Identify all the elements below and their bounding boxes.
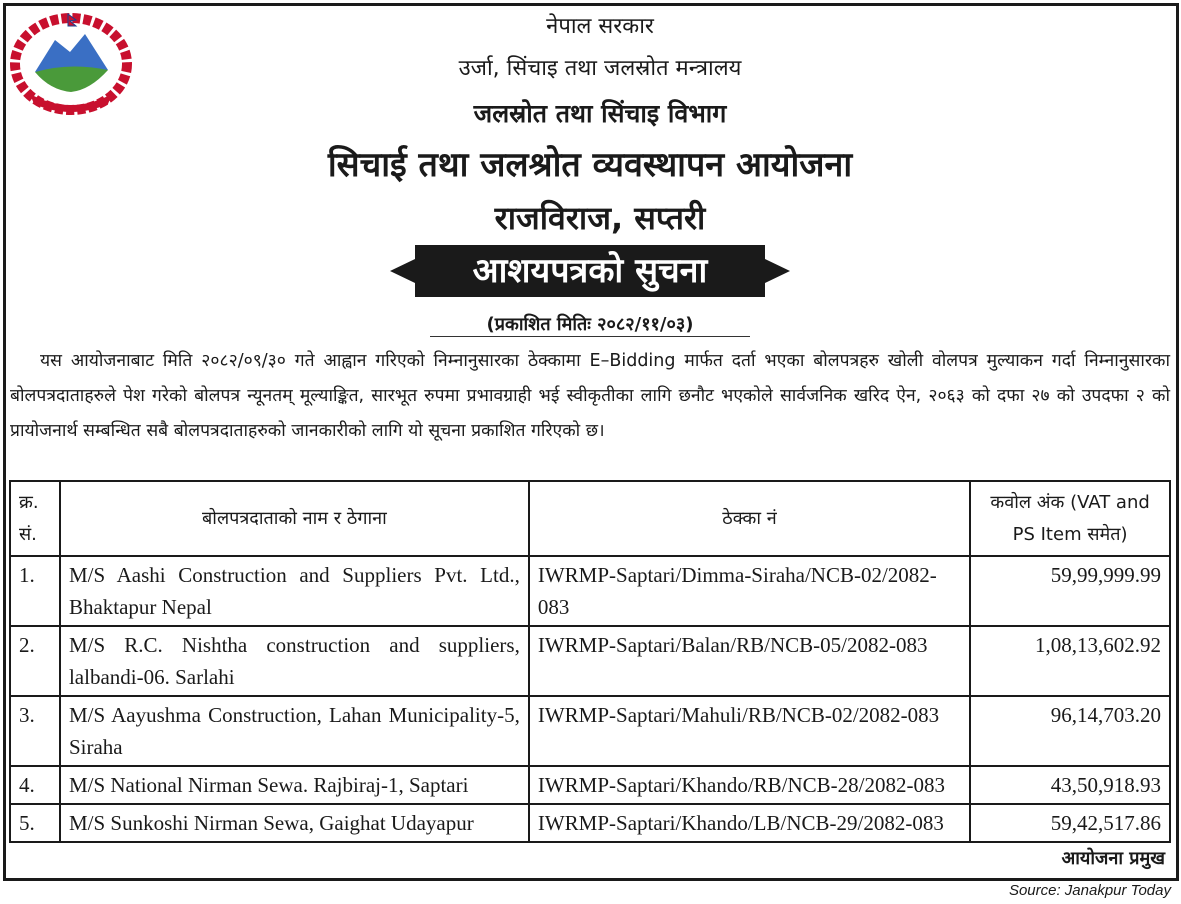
table-row bbox=[10, 696, 1170, 766]
project-name: सिचाई तथा जलश्रोत व्यवस्थापन आयोजना bbox=[327, 145, 853, 185]
bidder-cell: M/S Sunkoshi Nirman Sewa, Gaighat Udayapur bbox=[60, 804, 529, 842]
contract-cell: IWRMP-Saptari/Balan/RB/NCB-05/2082-083 bbox=[529, 626, 970, 696]
nepal-government-emblem bbox=[10, 12, 132, 116]
table-row bbox=[10, 766, 1170, 804]
amount-cell: 1,08,13,602.92 bbox=[970, 626, 1170, 696]
contract-cell: IWRMP-Saptari/Mahuli/RB/NCB-02/2082-083 bbox=[529, 696, 970, 766]
serial-cell: 4. bbox=[10, 766, 60, 804]
bidder-cell: M/S Aashi Construction and Suppliers Pvt. Ltd., Bhaktapur Nepal bbox=[60, 556, 529, 626]
notice-paragraph: यस आयोजनाबाट मिति २०८२/०९/३० गते आह्वान गरिएको निम्नानुसारका ठेक्कामा E–Bidding मार्फत दर्ता भएका बोलपत्रहरु खोली वोलपत्र मुल्याकन गर्दा निम्नानुसारका बोलपत्रदाताहरुले पेश गरेको बोलपत्र न्यूनतम् मूल्याङ्कित, सारभूत रुपमा प्रभावग्राही भई स्वीकृतीका लागि छनौट भएकोले सार्वजनिक खरिद ऐन, २०६३ को दफा २७ को उपदफा २ को प्रायोजनार्थ सम्बन्धित सबै बोलपत्रदाताहरुको जानकारीको लागि यो सूचना प्रकाशित गरिएको छ। bbox=[10, 351, 1170, 441]
amount-cell: 59,99,999.99 bbox=[970, 556, 1170, 626]
table-row bbox=[10, 626, 1170, 696]
serial-cell: 1. bbox=[10, 556, 60, 626]
published-date: (प्रकाशित मितिः २०८२/११/०३) bbox=[430, 312, 750, 337]
table-row bbox=[10, 556, 1170, 626]
header-contract: ठेक्का नं bbox=[529, 481, 970, 556]
contract-cell: IWRMP-Saptari/Khando/RB/NCB-28/2082-083 bbox=[529, 766, 970, 804]
department-name: जलस्रोत तथा सिंचाइ विभाग bbox=[473, 99, 727, 128]
header-serial: क्र. सं. bbox=[10, 481, 60, 556]
contract-cell: IWRMP-Saptari/Khando/LB/NCB-29/2082-083 bbox=[529, 804, 970, 842]
bidder-cell: M/S Aayushma Construction, Lahan Municipality-5, Siraha bbox=[60, 696, 529, 766]
serial-cell: 3. bbox=[10, 696, 60, 766]
source-credit: Source: Janakpur Today bbox=[1008, 882, 1171, 899]
government-name: नेपाल सरकार bbox=[546, 14, 654, 39]
amount-cell: 96,14,703.20 bbox=[970, 696, 1170, 766]
ministry-name: उर्जा, सिंचाइ तथा जलस्रोत मन्त्रालय bbox=[458, 56, 742, 81]
serial-cell: 5. bbox=[10, 804, 60, 842]
project-location: राजविराज, सप्तरी bbox=[494, 199, 706, 237]
contract-cell: IWRMP-Saptari/Dimma-Siraha/NCB-02/2082-083 bbox=[529, 556, 970, 626]
bidders-table bbox=[9, 480, 1171, 843]
serial-cell: 2. bbox=[10, 626, 60, 696]
amount-cell: 59,42,517.86 bbox=[970, 804, 1170, 842]
bidder-cell: M/S R.C. Nishtha construction and suppliers, lalbandi-06. Sarlahi bbox=[60, 626, 529, 696]
table-row bbox=[10, 804, 1170, 842]
amount-cell: 43,50,918.93 bbox=[970, 766, 1170, 804]
header-bidder: बोलपत्रदाताको नाम र ठेगाना bbox=[60, 481, 529, 556]
notice-title: आशयपत्रको सुचना bbox=[472, 251, 708, 291]
table-header-row bbox=[10, 481, 1170, 556]
signer-title: आयोजना प्रमुख bbox=[1061, 848, 1165, 869]
bidder-cell: M/S National Nirman Sewa. Rajbiraj-1, Saptari bbox=[60, 766, 529, 804]
header-amount: कवोल अंक (VAT and PS Item समेत) bbox=[970, 481, 1170, 556]
